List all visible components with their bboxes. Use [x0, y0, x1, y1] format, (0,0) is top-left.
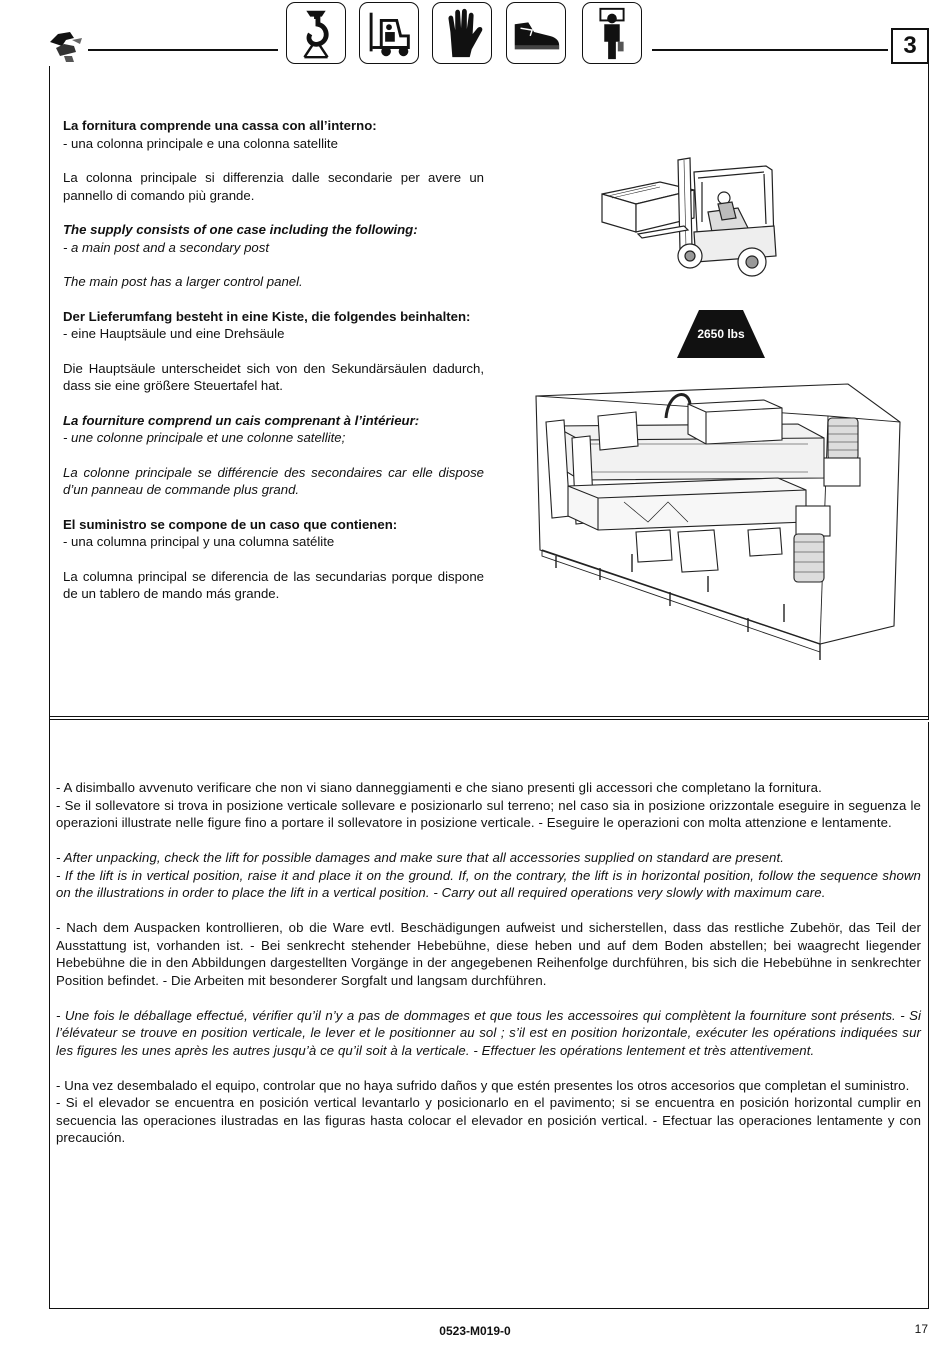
it-item: - una colonna principale e una colonna satellite: [63, 135, 338, 151]
safety-glove-icon: [432, 2, 492, 64]
es-note: La columna principal se diferencia de las secundarias porque dispone de un tablero de mando más grande.: [63, 568, 484, 601]
es-step-2: - Si el elevador se encuentra en posición vertical levantarlo y posicionarlo en el pavimento; si se encuentra en posición horizontal cumplir en secuencia las operaciones ilustradas en las figuras hasta colocar el elevador en posición vertical. - Efectuar las operaciones lentamente y con precaución.: [56, 1095, 921, 1145]
section-divider: [49, 716, 929, 720]
de-title: Der Lieferumfang besteht in eine Kiste, die folgendes beinhalten:: [63, 308, 471, 324]
fr-item: - une colonne principale et une colonne satellite;: [63, 430, 346, 445]
fr-title: La fourniture comprend un cais comprenant à l’intérieur:: [63, 412, 420, 428]
worker-icon: [582, 2, 642, 64]
es-step-1: - Una vez desembalado el equipo, controlar que no haya sufrido daños y que estén presentes los otros accesorios que completan el suministro.: [56, 1077, 910, 1093]
fr-step-1: - Une fois le déballage effectué, vérifier qu’il n’y a pas de dommages et que tous les accessoires qui complètent la fourniture sont présents. - Si l’élévateur se trouve en position verticale, le lever et le positionner au sol ; s’il est en position horizontale, exécuter les opérations indiquées sur les figures les unes après les autres jusqu’à ce qu’il soit à la verticale. - Effectuer les opérations lentement et très attentivement.: [56, 1007, 921, 1058]
frame-bottom: [49, 1308, 929, 1309]
page-footer-number: 17: [914, 1322, 928, 1336]
de-step-1: - Nach dem Auspacken kontrollieren, ob die Ware evtl. Beschädigungen aufweist und sicherstellen, dass das restliche Zubehör, das Teil der Ausstattung ist, vorhanden ist. - Bei senkrecht stehender Hebebühne, diese heben und auf dem Boden abstellen; bei waagrecht liegender Hebebühne die in den Abbildungen dargestellten Vorgänge in der angegebenen Reihenfolge durchführen, bis sich die Hebebühne in senkrechter Position befindet. - Die Arbeiten mit besonderer Sorgfalt und langsam durchführen.: [56, 920, 921, 988]
it-title: La fornitura comprende una cassa con all’interno:: [63, 118, 377, 133]
frame-left: [49, 66, 50, 1309]
en-title: The supply consists of one case including the following:: [63, 222, 418, 237]
frame-right: [928, 64, 929, 719]
fr-note: La colonne principale se différencie des secondaires car elle dispose d’un panneau de commande plus grand.: [63, 464, 484, 497]
de-item: - eine Hauptsäule und eine Drehsäule: [63, 326, 285, 341]
es-item: - una columna principal y una columna satélite: [63, 534, 335, 549]
packing-content-text: [63, 117, 484, 620]
crane-hook-icon: [286, 2, 346, 64]
unpacking-instructions: [56, 779, 921, 1164]
packing-crate-illustration: [528, 382, 904, 660]
it-note: La colonna principale si differenzia dalle secondarie per avere un pannello di comando più grande.: [63, 170, 484, 203]
forklift-icon: [359, 2, 419, 64]
it-step-2: - Se il sollevatore si trova in posizione verticale sollevare e posizionarlo sul terreno; nel caso sia in posizione orizzontale eseguire in seguenza le operazioni illustrate nelle figure fino a portare il sollevatore in posizione verticale. - Eseguire le operazioni con molta attenzione e lentamente.: [56, 797, 921, 830]
it-step-1: - A disimballo avvenuto verificare che non vi siano danneggiamenti e che siano presenti gli accessori che completano la fornitura.: [56, 780, 822, 795]
weight-label-text: 2650 lbs: [697, 327, 745, 341]
frame-right-lower: [928, 722, 929, 1309]
en-step-2: - If the lift is in vertical position, raise it and place it on the ground. If, on the contrary, the lift is in horizontal position, follow the sequence shown on the illustrations in order to place the lift in a vertical position. - Carry out all required operations very slowly with maximum care.: [56, 867, 921, 900]
forklift-illustration: [598, 152, 780, 280]
document-code: 0523-M019-0: [439, 1324, 511, 1338]
brand-logo: [44, 26, 86, 64]
page-number-box: 3: [891, 28, 929, 64]
weight-label: [677, 310, 765, 358]
es-title: El suministro se compone de un caso que contienen:: [63, 516, 398, 532]
en-note: The main post has a larger control panel.: [63, 274, 303, 289]
en-item: - a main post and a secondary post: [63, 239, 269, 255]
en-step-1: - After unpacking, check the lift for possible damages and make sure that all accessories supplied on standard are present.: [56, 850, 784, 865]
de-note: Die Hauptsäule unterscheidet sich von den Sekundärsäulen dadurch, dass sie eine größere Steuertafel hat.: [63, 360, 484, 393]
safety-shoe-icon: [506, 2, 566, 64]
